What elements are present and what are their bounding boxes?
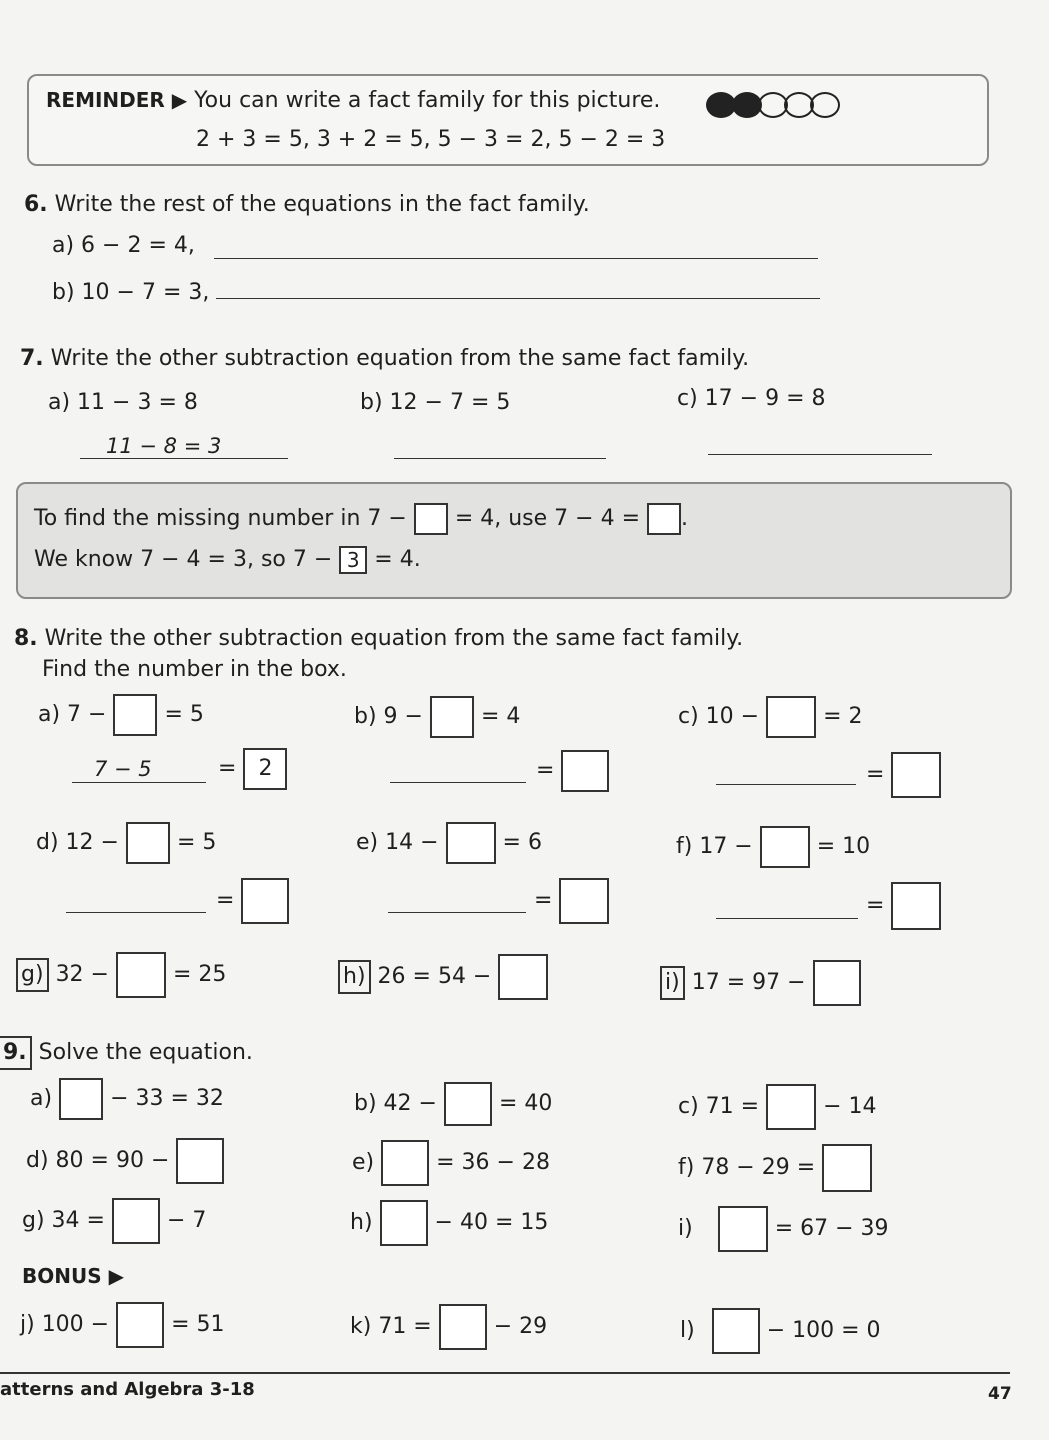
eq-text: k) 71 = xyxy=(350,1314,432,1339)
answer-box[interactable] xyxy=(766,696,816,738)
answer-box[interactable] xyxy=(718,1206,768,1252)
q8-g xyxy=(16,952,226,998)
page-number: 47 xyxy=(988,1384,1012,1404)
q9-h xyxy=(350,1200,548,1246)
answer-box[interactable] xyxy=(760,826,810,868)
q8-d xyxy=(36,822,216,864)
eq-text: = xyxy=(536,758,555,783)
footer-title: atterns and Algebra 3-18 xyxy=(0,1379,255,1400)
q8-a-equals-row xyxy=(218,748,287,790)
tip-text: = 4. xyxy=(374,547,421,572)
eq-text: j) 100 − xyxy=(20,1312,110,1337)
q8-a-answer: 7 − 5 xyxy=(94,757,152,781)
eq-text: b) 9 − xyxy=(354,704,423,729)
eq-text: e) xyxy=(352,1150,375,1175)
answer-box[interactable] xyxy=(113,694,157,736)
tip-box-blank xyxy=(414,503,448,535)
question-number: 8. xyxy=(14,626,38,651)
eq-text: = 2 xyxy=(823,704,863,729)
answer-box[interactable] xyxy=(766,1084,816,1130)
answer-box[interactable] xyxy=(559,878,609,924)
q7-a: a) 11 − 3 = 8 xyxy=(48,390,198,415)
answer-box[interactable] xyxy=(380,1200,428,1246)
eq-text: a) xyxy=(30,1086,53,1111)
answer-box[interactable] xyxy=(381,1140,429,1186)
answer-line-7b[interactable] xyxy=(394,458,606,459)
q9-k xyxy=(350,1304,547,1350)
q9-e xyxy=(352,1140,550,1186)
answer-line-8d[interactable] xyxy=(66,912,206,913)
question-7 xyxy=(20,346,749,371)
answer-box[interactable] xyxy=(176,1138,224,1184)
eq-text: = 5 xyxy=(176,830,217,855)
answer-box[interactable] xyxy=(444,1082,492,1126)
challenge-tag: h) xyxy=(338,960,371,994)
reminder-text: You can write a fact family for this picture. xyxy=(194,88,661,113)
q8-e xyxy=(356,822,542,864)
q9-b xyxy=(354,1082,552,1126)
answer-line-8a[interactable] xyxy=(72,782,206,783)
bonus-label: BONUS ▶ xyxy=(22,1264,124,1288)
question-6 xyxy=(24,192,590,217)
q8-a xyxy=(38,694,204,736)
answer-box[interactable] xyxy=(712,1308,760,1354)
q9-a xyxy=(30,1078,224,1120)
eq-text: f) 17 − xyxy=(676,834,753,859)
question-number: 9. xyxy=(0,1036,32,1070)
eq-text: 26 = 54 − xyxy=(377,964,492,989)
q8-f xyxy=(676,826,870,868)
answer-box[interactable] xyxy=(126,822,170,864)
eq-text: = 25 xyxy=(172,962,227,987)
eq-text: − 100 = 0 xyxy=(766,1318,881,1343)
tip-text: To find the missing number in 7 − xyxy=(34,506,407,531)
eq-text: f) 78 − 29 = xyxy=(678,1155,816,1180)
question-prompt: Write the other subtraction equation from the same fact family. xyxy=(44,626,744,651)
eq-text: = 4 xyxy=(480,704,521,729)
answer-line-7a[interactable] xyxy=(80,458,288,459)
q9-i xyxy=(678,1206,889,1252)
answer-line-8f[interactable] xyxy=(716,918,858,919)
answer-box[interactable] xyxy=(822,1144,872,1192)
tip-box xyxy=(16,482,1012,599)
q9-j xyxy=(20,1302,225,1348)
answer-box[interactable] xyxy=(446,822,496,864)
challenge-tag: i) xyxy=(660,966,685,1000)
tip-line-2 xyxy=(34,546,421,574)
reminder-equations: 2 + 3 = 5, 3 + 2 = 5, 5 − 3 = 2, 5 − 2 = 3 xyxy=(196,127,666,152)
q8-c xyxy=(678,696,863,738)
q8-f-equals-row xyxy=(866,882,941,930)
eq-text: = 67 − 39 xyxy=(774,1216,889,1241)
eq-text: = xyxy=(534,888,553,913)
eq-text: a) 7 − xyxy=(38,702,107,727)
eq-text: = 10 xyxy=(816,834,871,859)
eq-text: 17 = 97 − xyxy=(691,970,806,995)
question-9 xyxy=(0,1036,253,1070)
q7-b: b) 12 − 7 = 5 xyxy=(360,390,511,415)
q8-h xyxy=(338,954,548,1000)
tip-text: . xyxy=(681,506,689,531)
eq-text: = 5 xyxy=(164,702,204,727)
answer-box[interactable] xyxy=(59,1078,103,1120)
answer-box[interactable] xyxy=(561,750,609,792)
question-number: 7. xyxy=(20,346,44,371)
answer-box[interactable] xyxy=(439,1304,487,1350)
eq-text: − 7 xyxy=(166,1208,207,1233)
answer-box[interactable] xyxy=(891,752,941,798)
eq-text: = xyxy=(216,888,235,913)
answer-box[interactable] xyxy=(112,1198,160,1244)
answer-box[interactable] xyxy=(430,696,474,738)
tip-text: = 4, use 7 − 4 = xyxy=(454,506,641,531)
eq-text: d) 12 − xyxy=(36,830,119,855)
picture-circles xyxy=(706,92,836,118)
answer-box[interactable] xyxy=(116,952,166,998)
answer-line-6a[interactable] xyxy=(214,258,818,259)
eq-text: g) 34 = xyxy=(22,1208,105,1233)
question-number: 6. xyxy=(24,192,48,217)
q8-i xyxy=(660,960,861,1006)
question-prompt: Write the rest of the equations in the fact family. xyxy=(54,192,590,217)
answer-line-8c[interactable] xyxy=(716,784,856,785)
eq-text: e) 14 − xyxy=(356,830,439,855)
footer-rule xyxy=(0,1372,1010,1374)
q8-e-equals-row xyxy=(534,878,609,924)
eq-text: = xyxy=(866,893,885,918)
tip-line-1 xyxy=(34,503,688,535)
eq-text: c) 10 − xyxy=(678,704,760,729)
q8-d-equals-row xyxy=(216,878,289,924)
answer-line-6b[interactable] xyxy=(216,298,820,299)
q7-a-answer: 11 − 8 = 3 xyxy=(106,434,222,458)
q6-a: a) 6 − 2 = 4, xyxy=(52,233,195,258)
answer-box-filled[interactable]: 2 xyxy=(243,748,287,790)
eq-text: = 40 xyxy=(498,1091,553,1116)
q9-l xyxy=(680,1308,881,1354)
answer-box[interactable] xyxy=(891,882,941,930)
eq-text: l) xyxy=(680,1318,695,1343)
question-prompt: Solve the equation. xyxy=(38,1040,253,1065)
empty-circle xyxy=(810,92,840,118)
q9-g xyxy=(22,1198,206,1244)
answer-line-7c[interactable] xyxy=(708,454,932,455)
eq-text: = xyxy=(866,762,885,787)
answer-box[interactable] xyxy=(241,878,289,924)
question-8 xyxy=(14,626,743,651)
eq-text: h) xyxy=(350,1210,373,1235)
answer-box[interactable] xyxy=(813,960,861,1006)
reminder-label: REMINDER ▶ xyxy=(46,88,188,112)
question-8-prompt-2: Find the number in the box. xyxy=(42,657,347,682)
eq-text: − 40 = 15 xyxy=(434,1210,549,1235)
answer-box[interactable] xyxy=(116,1302,164,1348)
eq-text: = xyxy=(218,756,237,781)
q9-d xyxy=(26,1138,224,1184)
eq-text: = 6 xyxy=(502,830,542,855)
eq-text: = 36 − 28 xyxy=(436,1150,550,1175)
tip-box-blank xyxy=(647,503,681,535)
q9-c xyxy=(678,1084,877,1130)
eq-text: b) 42 − xyxy=(354,1091,437,1116)
q8-b xyxy=(354,696,520,738)
q9-f xyxy=(678,1144,872,1192)
eq-text: i) xyxy=(678,1216,693,1241)
answer-box[interactable] xyxy=(498,954,548,1000)
answer-line-8b[interactable] xyxy=(390,782,526,783)
eq-text: 32 − xyxy=(55,962,109,987)
q8-b-equals-row xyxy=(536,750,609,792)
eq-text: = 51 xyxy=(171,1312,225,1337)
question-prompt: Write the other subtraction equation from the same fact family. xyxy=(50,346,750,371)
eq-text: c) 71 = xyxy=(678,1094,760,1119)
eq-text: d) 80 = 90 − xyxy=(26,1148,170,1173)
q6-b: b) 10 − 7 = 3, xyxy=(52,280,210,305)
tip-box-filled: 3 xyxy=(339,546,367,574)
eq-text: − 14 xyxy=(823,1094,877,1119)
answer-line-8e[interactable] xyxy=(388,912,526,913)
eq-text: − 33 = 32 xyxy=(110,1086,224,1111)
eq-text: − 29 xyxy=(493,1314,548,1339)
q7-c: c) 17 − 9 = 8 xyxy=(677,386,826,411)
challenge-tag: g) xyxy=(16,958,49,992)
tip-text: We know 7 − 4 = 3, so 7 − xyxy=(34,547,333,572)
q8-c-equals-row xyxy=(866,752,941,798)
reminder-line xyxy=(46,88,660,113)
